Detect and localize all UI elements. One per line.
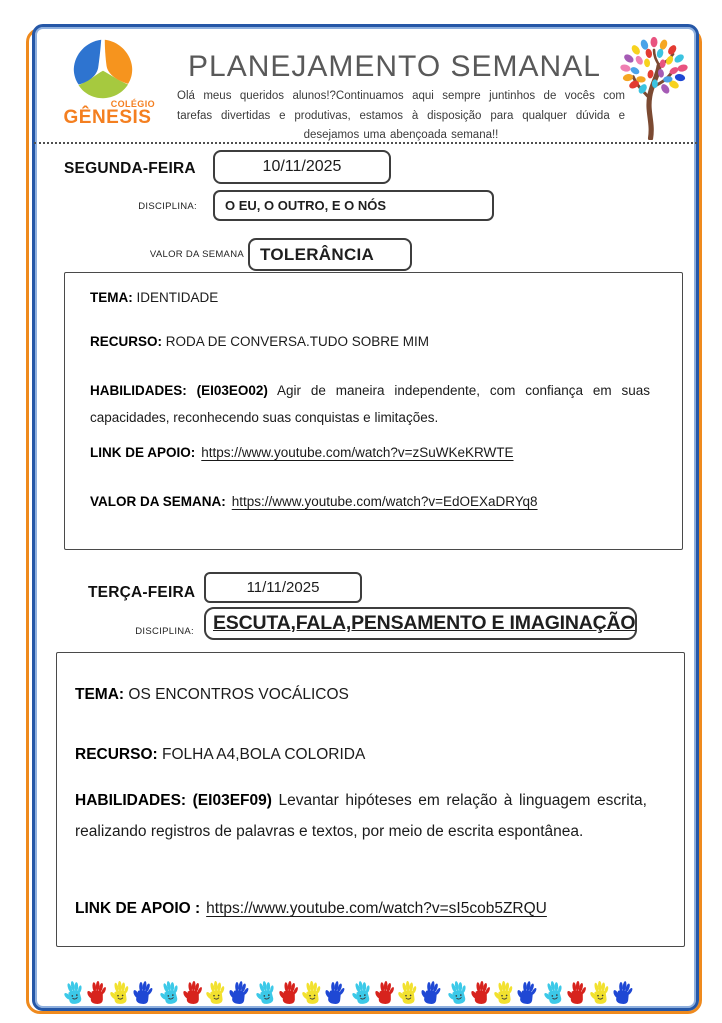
hand-print-icon bbox=[419, 979, 443, 1007]
logo-genesis-text: GÊNESIS bbox=[63, 107, 152, 128]
monday-disciplina-value: O EU, O OUTRO, E O NÓS bbox=[225, 198, 387, 213]
habilidades-row bbox=[75, 785, 647, 847]
recurso-label: RECURSO: bbox=[75, 746, 158, 763]
link-apoio-label: LINK DE APOIO : bbox=[75, 900, 201, 917]
hand-print-icon bbox=[109, 980, 130, 1006]
recurso-row bbox=[90, 328, 650, 355]
recurso-label: RECURSO: bbox=[90, 334, 163, 349]
page-title: PLANEJAMENTO SEMANAL bbox=[188, 50, 601, 83]
hands-border bbox=[64, 980, 654, 1006]
tema-label: TEMA: bbox=[75, 686, 125, 703]
monday-valor-label: VALOR DA SEMANA bbox=[149, 249, 244, 260]
genesis-swirl-icon bbox=[72, 38, 134, 100]
monday-date-box[interactable] bbox=[213, 150, 391, 184]
monday-valor-box[interactable] bbox=[248, 238, 412, 271]
hand-print-icon bbox=[131, 979, 155, 1007]
hand-print-icon bbox=[254, 979, 278, 1007]
hand-print-icon bbox=[62, 979, 86, 1007]
habilidades-value: Levantar hipóteses em relação à linguagem escrita, realizando registros de palavras e textos, por meio de escrita espontânea. bbox=[75, 792, 647, 840]
tuesday-disciplina-value: ESCUTA,FALA,PENSAMENTO E IMAGINAÇÃO bbox=[213, 612, 636, 634]
monday-valor-value: TOLERÂNCIA bbox=[260, 244, 375, 264]
tema-row bbox=[75, 679, 647, 710]
hand-print-icon bbox=[470, 980, 492, 1006]
greeting-text: Olá meus queridos alunos!?Continuamos aqui sempre juntinhos de vocês com tarefas divertidas e produtivas, estamos à disposição para qualquer dúvida e desejamos uma abençoada semana!! bbox=[177, 90, 625, 141]
hand-print-icon bbox=[350, 979, 374, 1007]
habilidades-label: HABILIDADES: (EI03EO02) bbox=[90, 383, 268, 398]
logo-colegio-text: COLÉGIO bbox=[110, 99, 155, 109]
link-apoio-label: LINK DE APOIO: bbox=[90, 445, 196, 460]
monday-date-value: 10/11/2025 bbox=[262, 158, 342, 175]
habilidades-value: Agir de maneira independente, com confiança em suas capacidades, reconhecendo suas conquistas e limitações. bbox=[90, 383, 650, 425]
hand-print-icon bbox=[158, 979, 182, 1007]
hand-print-icon bbox=[515, 979, 539, 1007]
hand-print-icon bbox=[227, 979, 251, 1007]
monday-card bbox=[64, 272, 683, 550]
recurso-value: FOLHA A4,BOLA COLORIDA bbox=[157, 746, 366, 763]
hand-print-icon bbox=[374, 980, 396, 1006]
tuesday-disciplina-box[interactable] bbox=[204, 607, 637, 640]
tuesday-apoio-link[interactable]: https://www.youtube.com/watch?v=sI5cob5ZRQU bbox=[206, 900, 547, 917]
habilidades-label: HABILIDADES: (EI03EF09) bbox=[75, 792, 272, 809]
hand-print-icon bbox=[182, 980, 204, 1006]
monday-disciplina-label: DISCIPLINA: bbox=[138, 201, 197, 212]
monday-day-label: SEGUNDA-FEIRA bbox=[64, 160, 196, 177]
dotted-separator bbox=[34, 142, 697, 144]
link-apoio-row bbox=[90, 439, 650, 466]
tema-value: IDENTIDADE bbox=[132, 290, 219, 305]
hand-print-icon bbox=[566, 980, 588, 1006]
colorful-tree-icon bbox=[610, 36, 698, 140]
habilidades-row bbox=[90, 377, 650, 431]
recurso-value: RODA DE CONVERSA.TUDO SOBRE MIM bbox=[162, 334, 430, 349]
tuesday-disciplina-label: DISCIPLINA: bbox=[135, 626, 194, 637]
monday-apoio-link[interactable]: https://www.youtube.com/watch?v=zSuWKeKRWTE bbox=[201, 445, 514, 460]
hand-print-icon bbox=[205, 980, 226, 1006]
hand-print-icon bbox=[611, 979, 635, 1007]
hand-print-icon bbox=[397, 980, 418, 1006]
recurso-row bbox=[75, 739, 647, 770]
valor-semana-label: VALOR DA SEMANA: bbox=[90, 494, 226, 509]
monday-disciplina-box[interactable] bbox=[213, 190, 494, 221]
tuesday-day-label: TERÇA-FEIRA bbox=[88, 584, 196, 601]
hand-print-icon bbox=[86, 980, 108, 1006]
hand-print-icon bbox=[542, 979, 566, 1007]
tema-row bbox=[90, 284, 650, 311]
hand-print-icon bbox=[301, 980, 322, 1006]
tema-value: OS ENCONTROS VOCÁLICOS bbox=[124, 686, 349, 703]
hand-print-icon bbox=[589, 980, 610, 1006]
tuesday-date-box[interactable] bbox=[204, 572, 362, 603]
tuesday-card bbox=[56, 652, 685, 947]
monday-valor-link[interactable]: https://www.youtube.com/watch?v=EdOEXaDRYq8 bbox=[231, 494, 538, 509]
hand-print-icon bbox=[493, 980, 514, 1006]
link-apoio-row bbox=[75, 893, 647, 924]
valor-semana-row bbox=[90, 488, 650, 515]
tema-label: TEMA: bbox=[90, 290, 133, 305]
tuesday-date-value: 11/11/2025 bbox=[246, 579, 320, 596]
hand-print-icon bbox=[446, 979, 470, 1007]
hand-print-icon bbox=[278, 980, 300, 1006]
hand-print-icon bbox=[323, 979, 347, 1007]
